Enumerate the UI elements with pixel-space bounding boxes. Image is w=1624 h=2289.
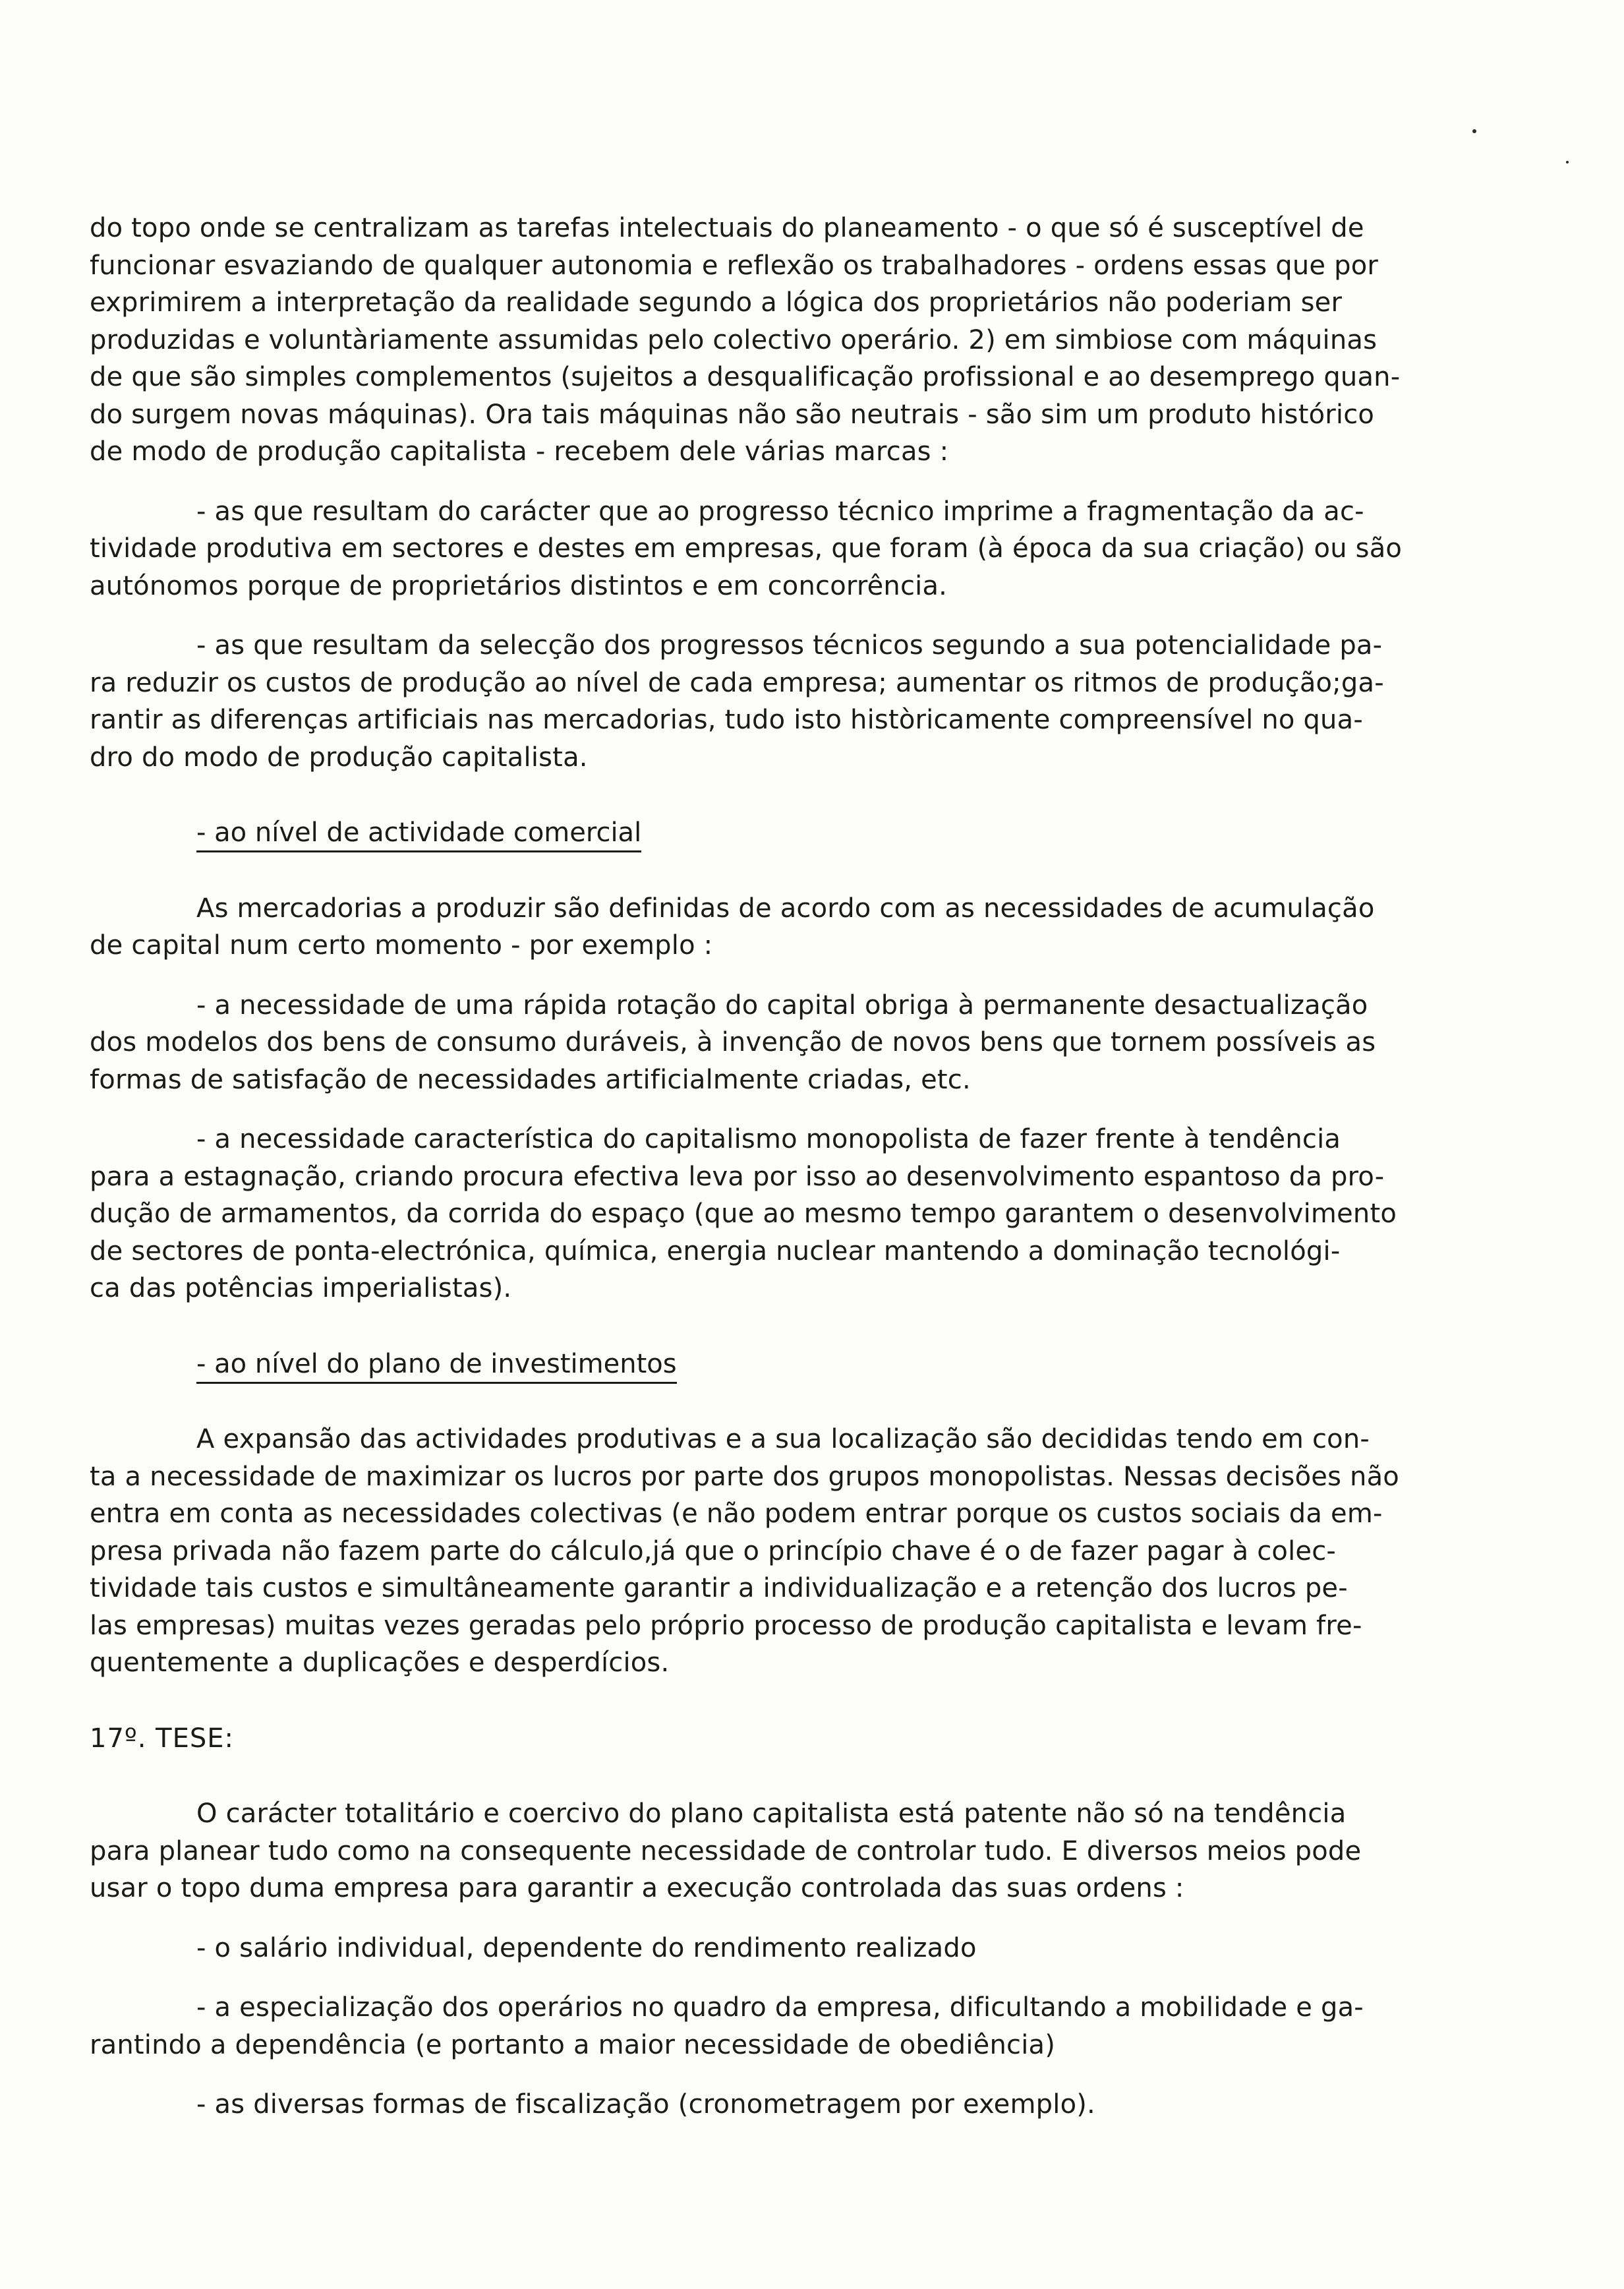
text-line: - a especialização dos operários no quadro da empresa, dificultando a mobilidade e ga-	[196, 1992, 1364, 2023]
paragraph	[90, 2086, 1447, 2124]
paragraph	[90, 890, 1447, 965]
document-body	[90, 210, 1447, 2124]
section-heading	[90, 814, 1447, 852]
thesis-heading: 17º. TESE:	[90, 1723, 235, 1754]
text-line: quentemente a duplicações e desperdícios.	[90, 1648, 670, 1678]
text-line: tividade produtiva em sectores e destes em empresas, que foram (à época da sua criação) ou são	[90, 533, 1403, 564]
text-line: de capital num certo momento - por exemplo :	[90, 930, 713, 961]
text-line: - a necessidade de uma rápida rotação do capital obriga à permanente desactualização	[196, 990, 1368, 1021]
paragraph	[90, 1930, 1447, 1967]
text-line: autónomos porque de proprietários distintos e em concorrência.	[90, 570, 948, 601]
text-line: - as que resultam do carácter que ao progresso técnico imprime a fragmentação da ac-	[196, 496, 1364, 527]
text-line: de sectores de ponta-electrónica, química, energia nuclear mantendo a dominação tecnológi-	[90, 1235, 1341, 1266]
text-line: de modo de produção capitalista - recebem dele várias marcas :	[90, 436, 949, 467]
text-line: para planear tudo como na consequente necessidade de controlar tudo. E diversos meios pode	[90, 1835, 1362, 1866]
section-heading	[90, 1346, 1447, 1383]
text-line: dução de armamentos, da corrida do espaço (que ao mesmo tempo garantem o desenvolvimento	[90, 1199, 1397, 1229]
text-line: presa privada não fazem parte do cálculo,já que o princípio chave é o de fazer pagar à colec-	[90, 1535, 1337, 1566]
text-line: As mercadorias a produzir são definidas de acordo com as necessidades de acumulação	[196, 893, 1375, 924]
speck-mark	[1472, 129, 1476, 133]
paragraph	[90, 210, 1447, 471]
text-line: do surgem novas máquinas). Ora tais máquinas não são neutrais - são sim um produto histórico	[90, 399, 1375, 430]
text-line: ca das potências imperialistas).	[90, 1273, 512, 1303]
text-line: A expansão das actividades produtivas e a sua localização são decididas tendo em con-	[196, 1424, 1370, 1454]
text-line: - as diversas formas de fiscalização (cronometragem por exemplo).	[196, 2089, 1095, 2120]
paragraph	[90, 1989, 1447, 2064]
text-line: rantindo a dependência (e portanto a maior necessidade de obediência)	[90, 2029, 1056, 2060]
paragraph	[90, 1421, 1447, 1682]
text-line: produzidas e voluntàriamente assumidas pelo colectivo operário. 2) em simbiose com máquinas	[90, 324, 1378, 355]
text-line: rantir as diferenças artificiais nas mercadorias, tudo isto històricamente compreensível no qua-	[90, 705, 1363, 735]
paragraph	[90, 1795, 1447, 1907]
speck-mark	[1566, 161, 1569, 164]
text-line: - as que resultam da selecção dos progressos técnicos segundo a sua potencialidade pa-	[196, 630, 1383, 661]
paragraph	[90, 627, 1447, 776]
text-line: las empresas) muitas vezes geradas pelo próprio processo de produção capitalista e levam fre-	[90, 1610, 1362, 1641]
text-line: funcionar esvaziando de qualquer autonomia e reflexão os trabalhadores - ordens essas que por	[90, 250, 1379, 281]
paragraph	[90, 493, 1447, 605]
heading-text: - ao nível do plano de investimentos	[196, 1349, 677, 1384]
text-line: dos modelos dos bens de consumo duráveis, à invenção de novos bens que tornem possíveis as	[90, 1027, 1376, 1057]
text-line: - a necessidade característica do capitalismo monopolista de fazer frente à tendência	[196, 1124, 1341, 1154]
text-line: para a estagnação, criando procura efectiva leva por isso ao desenvolvimento espantoso da pro-	[90, 1161, 1385, 1192]
text-line: O carácter totalitário e coercivo do plano capitalista está patente não só na tendência	[196, 1798, 1347, 1829]
text-line: ra reduzir os custos de produção ao nível de cada empresa; aumentar os ritmos de produção;ga-	[90, 667, 1384, 698]
text-line: - o salário individual, dependente do rendimento realizado	[196, 1932, 977, 1963]
text-line: usar o topo duma empresa para garantir a execução controlada das suas ordens :	[90, 1873, 1184, 1903]
text-line: dro do modo de produção capitalista.	[90, 742, 588, 773]
text-line: formas de satisfação de necessidades artificialmente criadas, etc.	[90, 1064, 971, 1095]
text-line: ta a necessidade de maximizar os lucros por parte dos grupos monopolistas. Nessas decisões não	[90, 1461, 1399, 1492]
text-line: exprimirem a interpretação da realidade segundo a lógica dos proprietários não poderiam ser	[90, 287, 1343, 318]
paragraph	[90, 987, 1447, 1099]
text-line: entra em conta as necessidades colectivas (e não podem entrar porque os custos sociais da em-	[90, 1499, 1383, 1529]
heading-text: - ao nível de actividade comercial	[196, 818, 641, 852]
text-line: tividade tais custos e simultâneamente garantir a individualização e a retenção dos lucros pe-	[90, 1573, 1348, 1603]
paragraph	[90, 1121, 1447, 1307]
text-line: de que são simples complementos (sujeitos a desqualificação profissional e ao desemprego quan-	[90, 362, 1401, 392]
text-line: do topo onde se centralizam as tarefas intelectuais do planeamento - o que só é susceptível de	[90, 213, 1364, 243]
